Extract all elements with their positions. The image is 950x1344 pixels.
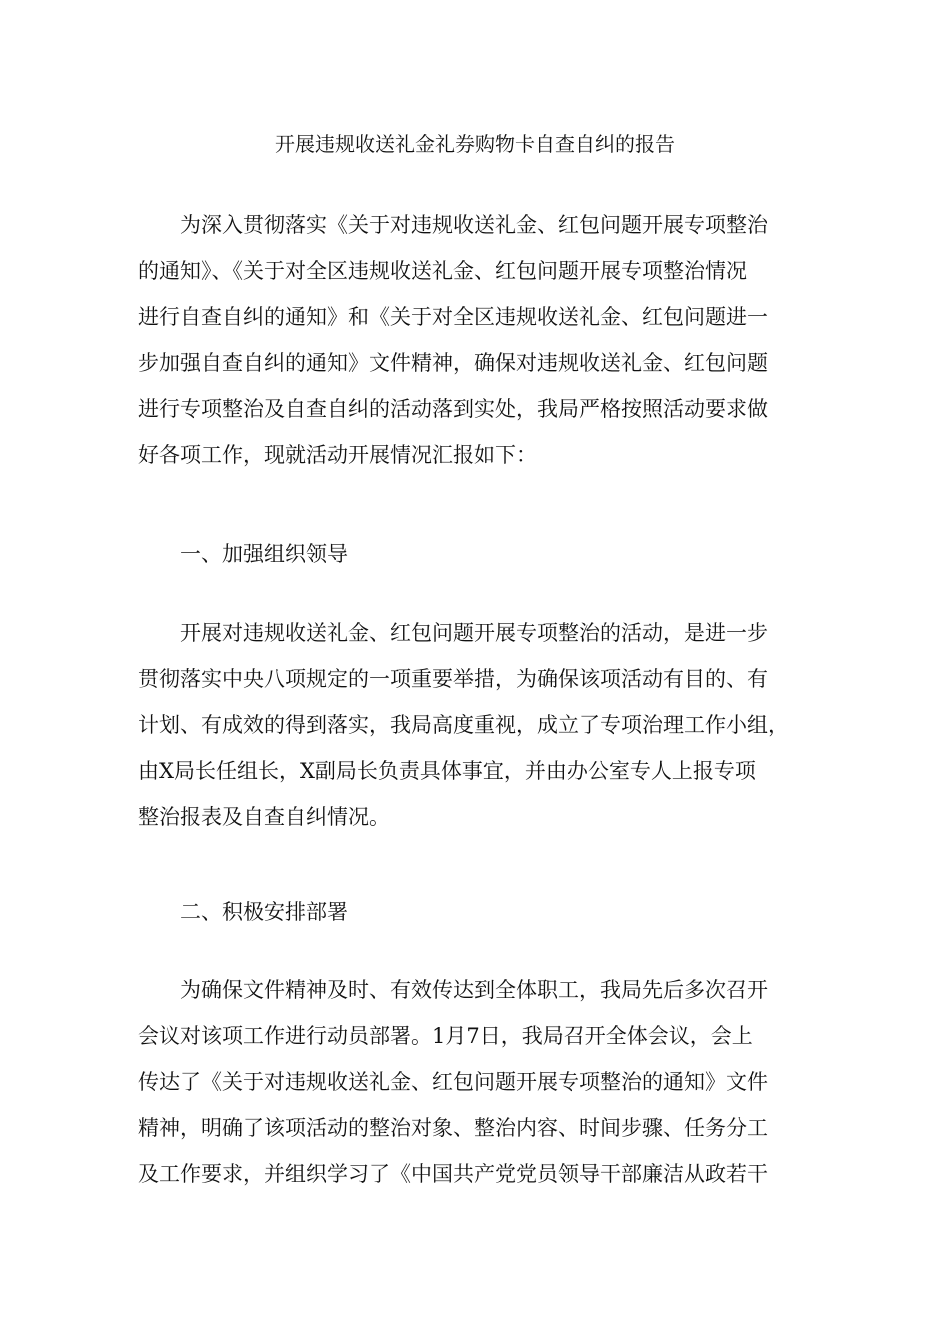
document-title: 开展违规收送礼金礼券购物卡自查自纠的报告: [275, 132, 675, 156]
paragraph-line: 的通知》、《关于对全区违规收送礼金、红包问题开展专项整治情况: [138, 259, 747, 283]
paragraph-line: 开展对违规收送礼金、红包问题开展专项整治的活动，是进一步: [180, 621, 768, 645]
section2-paragraph: [138, 967, 818, 1197]
paragraph-line: 及工作要求，并组织学习了《中国共产党党员领导干部廉洁从政若干: [138, 1162, 768, 1186]
paragraph-line: 进行专项整治及自查自纠的活动落到实处，我局严格按照活动要求做: [138, 397, 768, 421]
section-heading-1: 一、加强组织领导: [180, 542, 348, 566]
paragraph-line: 进行自查自纠的通知》和《关于对全区违规收送礼金、红包问题进一: [138, 305, 768, 329]
paragraph-line: 精神，明确了该项活动的整治对象、整治内容、时间步骤、任务分工: [138, 1116, 768, 1140]
paragraph-line: 由X局长任组长，X副局长负责具体事宜，并由办公室专人上报专项: [138, 759, 756, 783]
paragraph-line: 步加强自查自纠的通知》文件精神，确保对违规收送礼金、红包问题: [138, 351, 768, 375]
paragraph-line: 传达了《关于对违规收送礼金、红包问题开展专项整治的通知》文件: [138, 1070, 768, 1094]
paragraph-line: 好各项工作，现就活动开展情况汇报如下：: [138, 443, 537, 467]
intro-paragraph: [138, 202, 818, 478]
paragraph-line: 会议对该项工作进行动员部署。1月7日，我局召开全体会议，会上: [138, 1024, 753, 1048]
section-heading-2: 二、积极安排部署: [180, 900, 348, 924]
paragraph-line: 贯彻落实中央八项规定的一项重要举措，为确保该项活动有目的、有: [138, 667, 768, 691]
section1-paragraph: [138, 610, 818, 840]
paragraph-line: 为深入贯彻落实《关于对违规收送礼金、红包问题开展专项整治: [180, 213, 768, 237]
paragraph-line: 为确保文件精神及时、有效传达到全体职工，我局先后多次召开: [180, 978, 768, 1002]
paragraph-line: 整治报表及自查自纠情况。: [138, 805, 390, 829]
paragraph-line: 计划、有成效的得到落实，我局高度重视，成立了专项治理工作小组，: [138, 713, 789, 737]
